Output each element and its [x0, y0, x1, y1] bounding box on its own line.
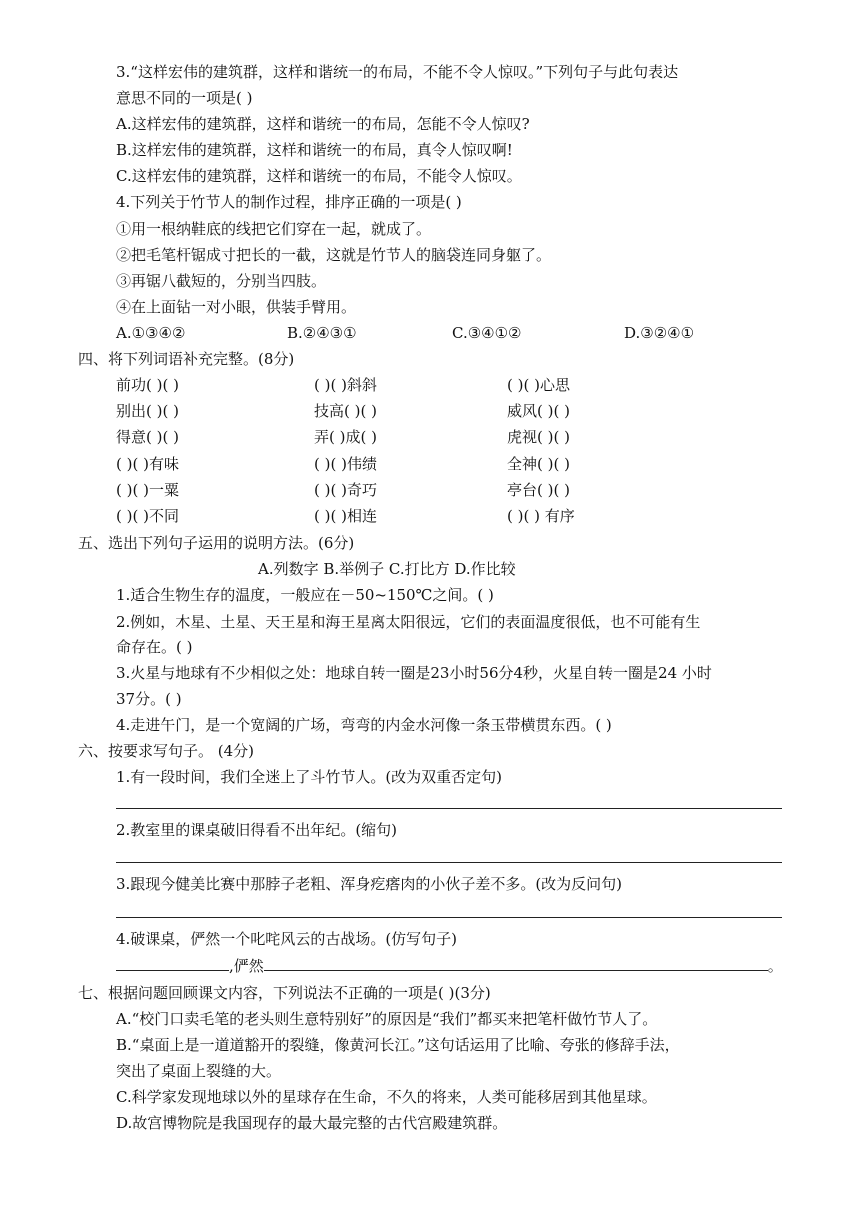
- imitation-connector: ,俨然: [229, 957, 264, 975]
- section-5-item-2-line1: 2.例如，木星、土星、天王星和海王星离太阳很远，它们的表面温度很低，也不可能有生: [116, 613, 701, 631]
- q3-option-a: A.这样宏伟的建筑群，这样和谐统一的布局，怎能不令人惊叹?: [116, 115, 530, 133]
- section-5-methods: A.列数字 B.举例子 C.打比方 D.作比较: [258, 560, 516, 578]
- q4-option-a: A.①③④②: [116, 324, 186, 342]
- q3-stem-line2: 意思不同的一项是( ): [116, 89, 253, 107]
- section-6-title: 六、按要求写句子。 (4分): [78, 742, 255, 760]
- imitation-sentence-line: [116, 956, 783, 976]
- section-5-item-3-line1: 3.火星与地球有不少相似之处：地球自转一圈是23小时56分4秒，火星自转一圈是24 小时: [116, 664, 712, 682]
- section-5-item-4: 4.走进午门，是一个宽阔的广场，弯弯的内金水河像一条玉带横贯东西。( ): [116, 716, 612, 734]
- idiom-cell: ( )( )一粟: [116, 481, 179, 499]
- blank-subject[interactable]: [116, 956, 229, 971]
- idiom-cell: 全神( )( ): [507, 455, 570, 473]
- section-5-title: 五、选出下列句子运用的说明方法。(6分): [78, 534, 355, 552]
- idiom-cell: 技高( )( ): [314, 402, 377, 420]
- section-7-option-d: D.故宫博物院是我国现存的最大最完整的古代宫殿建筑群。: [116, 1114, 508, 1132]
- q3-option-b: B.这样宏伟的建筑群，这样和谐统一的布局，真令人惊叹啊!: [116, 141, 513, 159]
- section-7-option-b-line1: B.“桌面上是一道道豁开的裂缝，像黄河长江。”这句话运用了比喻、夸张的修辞手法，: [116, 1036, 680, 1054]
- idiom-cell: 亭台( )( ): [507, 481, 570, 499]
- q4-step-2: ②把毛笔杆锯成寸把长的一截，这就是竹节人的脑袋连同身躯了。: [116, 246, 552, 264]
- idiom-cell: 威风( )( ): [507, 402, 570, 420]
- idiom-cell: ( )( )伟绩: [314, 455, 377, 473]
- answer-line-2[interactable]: [116, 862, 782, 863]
- q4-step-4: ④在上面钻一对小眼，供装手臂用。: [116, 298, 357, 316]
- imitation-end: 。: [767, 957, 783, 975]
- idiom-cell: 弄( )成( ): [314, 428, 377, 446]
- idiom-cell: ( )( )有味: [116, 455, 179, 473]
- q4-option-d: D.③②④①: [624, 324, 695, 342]
- idiom-cell: ( )( )奇巧: [314, 481, 377, 499]
- idiom-cell: 得意( )( ): [116, 428, 179, 446]
- section-7-option-b-line2: 突出了桌面上裂缝的大。: [116, 1062, 282, 1080]
- idiom-cell: 别出( )( ): [116, 402, 179, 420]
- idiom-cell: ( )( ) 有序: [507, 507, 575, 525]
- section-6-item-4: 4.破课桌，俨然一个叱咤风云的古战场。(仿写句子): [116, 930, 458, 948]
- section-5-item-3-line2: 37分。( ): [116, 690, 182, 708]
- q4-step-3: ③再锯八截短的，分别当四肢。: [116, 272, 327, 290]
- section-5-item-2-line2: 命存在。( ): [116, 638, 193, 656]
- q4-stem: 4.下列关于竹节人的制作过程，排序正确的一项是( ): [116, 193, 462, 211]
- answer-line-1[interactable]: [116, 808, 782, 809]
- section-6-item-1: 1.有一段时间，我们全迷上了斗竹节人。(改为双重否定句): [116, 768, 503, 786]
- idiom-cell: 虎视( )( ): [507, 428, 570, 446]
- idiom-cell: ( )( )斜斜: [314, 376, 377, 394]
- section-5-item-1: 1.适合生物生存的温度，一般应在－50~150℃之间。( ): [116, 586, 494, 604]
- section-7-title: 七、根据问题回顾课文内容，下列说法不正确的一项是( )(3分): [78, 984, 491, 1002]
- q4-step-1: ①用一根纳鞋底的线把它们穿在一起，就成了。: [116, 220, 432, 238]
- answer-line-3[interactable]: [116, 917, 782, 918]
- section-4-title: 四、将下列词语补充完整。(8分): [78, 350, 295, 368]
- section-7-option-c: C.科学家发现地球以外的星球存在生命，不久的将来，人类可能移居到其他星球。: [116, 1088, 657, 1106]
- idiom-cell: 前功( )( ): [116, 376, 179, 394]
- section-7-option-a: A.“校门口卖毛笔的老头则生意特别好”的原因是“我们”都买来把笔杆做竹节人了。: [116, 1010, 658, 1028]
- q3-stem-line1: 3.“这样宏伟的建筑群，这样和谐统一的布局，不能不令人惊叹。”下列句子与此句表达: [116, 63, 679, 81]
- idiom-cell: ( )( )相连: [314, 507, 377, 525]
- q3-option-c: C.这样宏伟的建筑群，这样和谐统一的布局，不能令人惊叹。: [116, 167, 522, 185]
- blank-predicate[interactable]: [264, 956, 768, 971]
- q4-option-b: B.②④③①: [287, 324, 357, 342]
- section-6-item-3: 3.跟现今健美比赛中那脖子老粗、浑身疙瘩肉的小伙子差不多。(改为反问句): [116, 875, 623, 893]
- idiom-cell: ( )( )不同: [116, 507, 179, 525]
- q4-option-c: C.③④①②: [452, 324, 522, 342]
- section-6-item-2: 2.教室里的课桌破旧得看不出年纪。(缩句): [116, 821, 398, 839]
- idiom-cell: ( )( )心思: [507, 376, 570, 394]
